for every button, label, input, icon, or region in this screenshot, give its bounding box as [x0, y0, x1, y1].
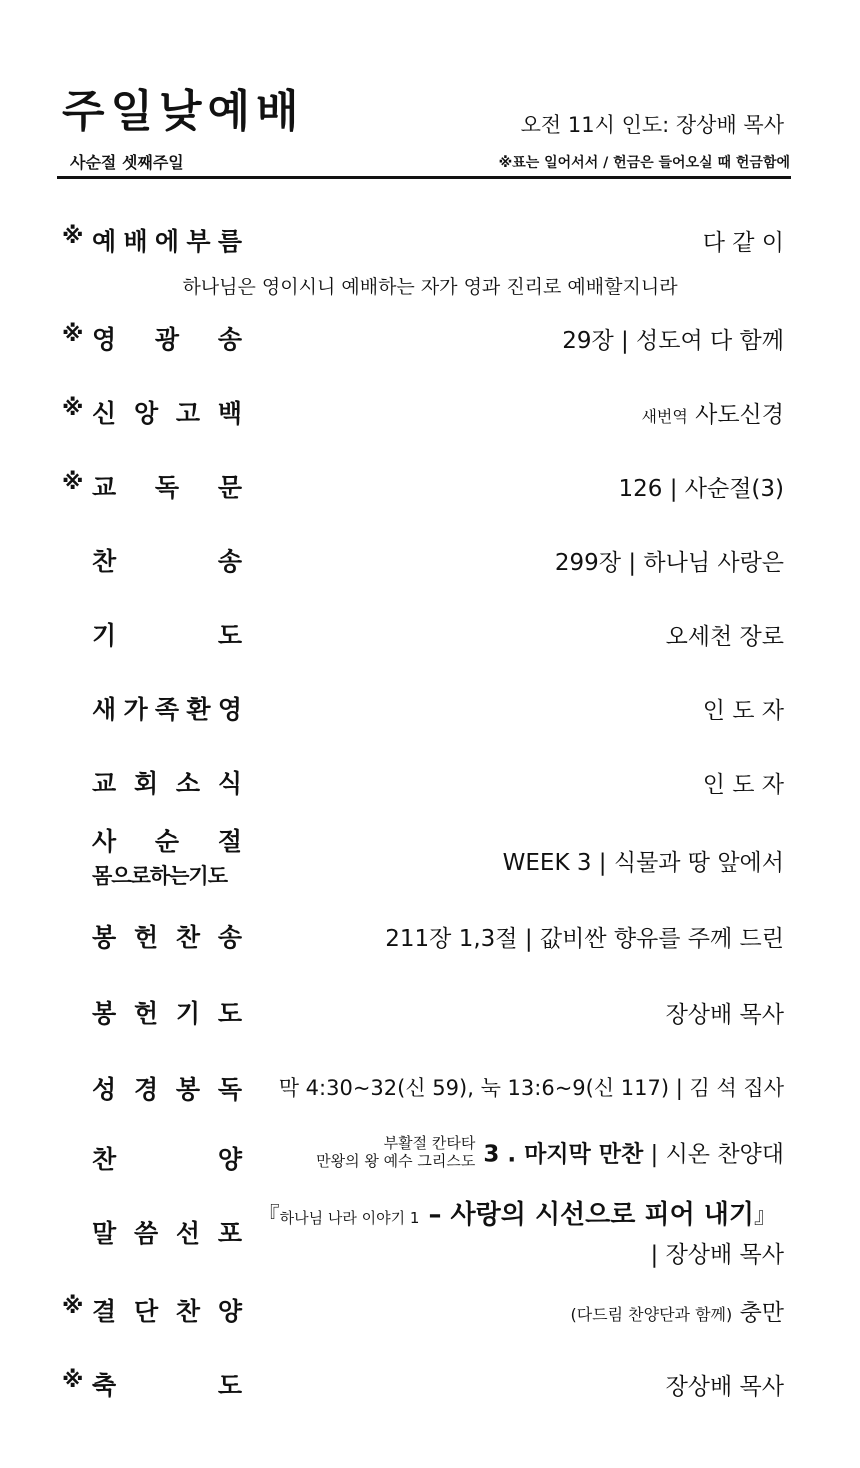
order-item-hymn [0, 538, 860, 578]
item-label: 기 도 [92, 621, 242, 650]
item-label: 교 회 소 식 [92, 769, 242, 798]
order-item-responsive-reading [0, 464, 860, 504]
order-item-prayer [0, 612, 860, 652]
item-value: 다 같 이 [702, 230, 784, 256]
page-title: 주일낮예배 [62, 86, 305, 137]
item-label: 찬 송 [92, 547, 242, 576]
item-label: 봉 헌 기 도 [92, 999, 242, 1028]
item-label: 신 앙 고 백 [92, 399, 242, 428]
standing-mark: ※ [62, 322, 84, 347]
item-label: 성 경 봉 독 [92, 1075, 242, 1104]
standing-mark: ※ [62, 470, 84, 495]
item-value: 부활절 칸타타 만왕의 왕 예수 그리스도 3 . 마지막 만찬 | 시온 찬양대 [316, 1134, 784, 1170]
order-item-doxology [0, 316, 860, 356]
item-value: 211장 1,3절 | 값비싼 향유를 주께 드린 [385, 926, 784, 952]
order-item-response-song [0, 1288, 860, 1328]
scripture-verse: 하나님은 영이시니 예배하는 자가 영과 진리로 예배할지니라 [182, 276, 678, 298]
item-label: 결 단 찬 양 [92, 1297, 242, 1326]
service-subtitle: 사순절 셋째주일 [70, 153, 184, 172]
order-item-benediction [0, 1362, 860, 1402]
sermon-preacher: | 장상배 목사 [650, 1242, 784, 1268]
item-label: 축 도 [92, 1371, 242, 1400]
standing-mark: ※ [62, 1368, 84, 1393]
order-item-offering-prayer [0, 990, 860, 1030]
item-value: 인 도 자 [702, 772, 784, 798]
item-value: 막 4:30~32(신 59), 눅 13:6~9(신 117) | 김 석 집사 [278, 1076, 784, 1100]
item-value: 새번역 사도신경 [641, 402, 784, 428]
item-label: 봉 헌 찬 송 [92, 923, 242, 952]
item-value: WEEK 3 | 식물과 땅 앞에서 [502, 850, 784, 876]
order-item-call-to-worship [0, 218, 860, 258]
order-item-welcome [0, 686, 860, 726]
order-item-offering-hymn [0, 914, 860, 954]
item-value: 인 도 자 [702, 698, 784, 724]
item-value: 29장 | 성도여 다 함께 [562, 328, 784, 354]
standing-mark: ※ [62, 1294, 84, 1319]
standing-note: ※표는 일어서서 / 헌금은 들어오실 때 헌금함에 [498, 155, 790, 171]
item-label: 말 씀 선 포 [92, 1219, 242, 1248]
order-item-lent-prayer [0, 838, 860, 878]
item-value: 299장 | 하나님 사랑은 [554, 550, 784, 576]
item-label: 교 독 문 [92, 473, 242, 502]
item-value: 장상배 목사 [665, 1374, 784, 1400]
order-item-creed [0, 390, 860, 430]
item-label-lent: 사 순 절 몸으로하는기도 [92, 827, 242, 888]
item-label: 영 광 송 [92, 325, 242, 354]
standing-mark: ※ [62, 396, 84, 421]
item-value: (다드림 찬양단과 함께) 충만 [570, 1300, 784, 1326]
item-label: 예 배 에 부 름 [92, 227, 242, 256]
order-item-scripture [0, 1066, 860, 1106]
order-item-announcements [0, 760, 860, 800]
item-label: 찬 양 [92, 1145, 242, 1174]
item-value: 126 | 사순절(3) [618, 476, 784, 502]
item-label: 새 가 족 환 영 [92, 695, 242, 724]
standing-mark: ※ [62, 224, 84, 249]
order-item-choir [0, 1134, 860, 1178]
sermon-title: 『하나님 나라 이야기 1 – 사랑의 시선으로 피어 내기』 [257, 1200, 776, 1230]
service-time: 오전 11시 인도: 장상배 목사 [520, 113, 784, 137]
item-value: 장상배 목사 [665, 1002, 784, 1028]
item-value: 오세천 장로 [665, 624, 784, 650]
header-divider [57, 176, 791, 179]
